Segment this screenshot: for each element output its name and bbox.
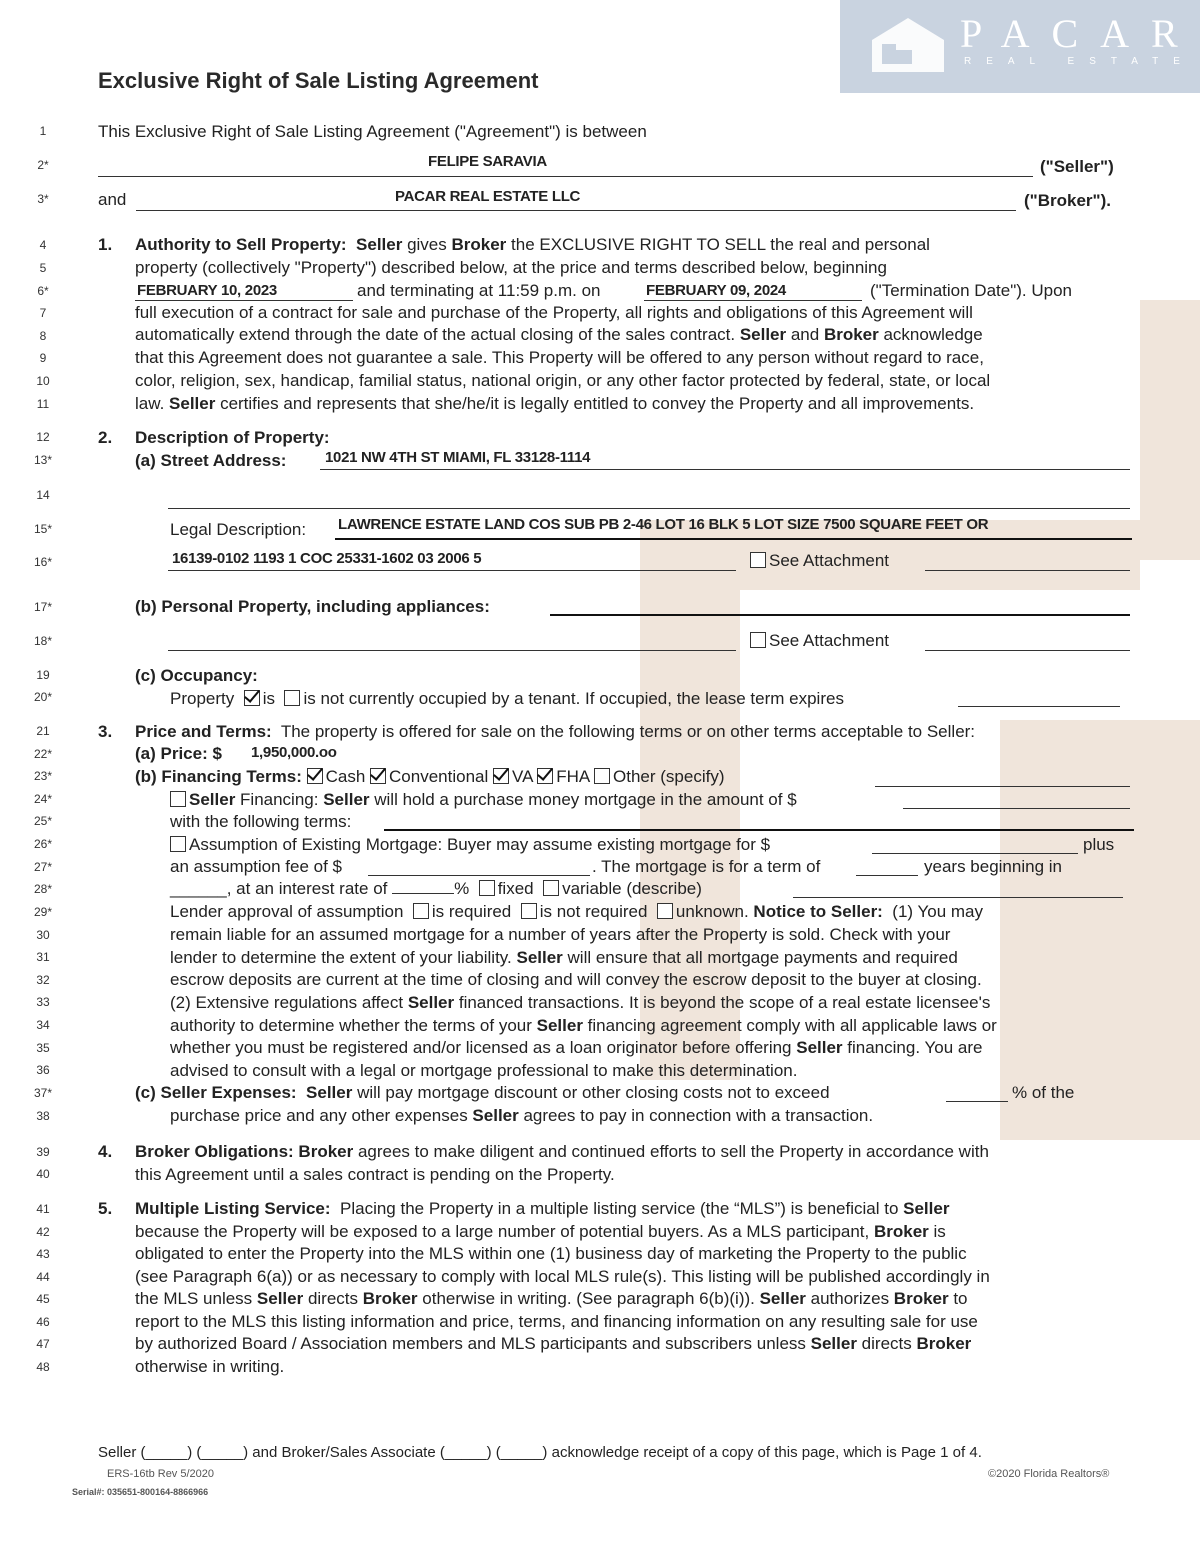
section-5-heading: Multiple Listing Service:: [135, 1199, 331, 1218]
occupied-is-checkbox[interactable]: [244, 690, 260, 706]
section-5-line-43: obligated to enter the Property into the MLS within one (1) business day of marketing the Property to the public: [135, 1244, 967, 1263]
section-1-line-4: [135, 235, 930, 255]
section-5-line-44: (see Paragraph 6(a)) or as necessary to comply with local MLS rule(s). This listing will be published accordingly in: [135, 1267, 990, 1286]
legal-description-line-2: [168, 570, 736, 571]
text-span: financed transactions. It is beyond the scope of a real estate licensee's: [454, 993, 991, 1012]
line-number: 11: [36, 397, 50, 411]
seller-expenses-pct-line[interactable]: [946, 1101, 1008, 1102]
line-number: 39: [36, 1145, 50, 1159]
line-number: 16*: [33, 555, 53, 569]
seller-name-field[interactable]: FELIPE SARAVIA: [428, 153, 547, 170]
line-number: 10: [36, 374, 50, 388]
seller-term: Seller: [759, 1289, 806, 1308]
section-3-line-34: [170, 1016, 997, 1036]
line-number: 44: [36, 1270, 50, 1284]
section-1-number: 1.: [98, 235, 113, 254]
va-checkbox[interactable]: [493, 768, 509, 784]
broker-term: Broker: [873, 1222, 929, 1241]
broker-term: Broker: [451, 235, 507, 254]
line-number: 7: [39, 306, 47, 320]
text-span: Assumption of Existing Mortgage: Buyer may assume existing mortgage for $: [189, 835, 771, 854]
line-number: 28*: [33, 882, 53, 896]
line-number: 19: [36, 668, 50, 682]
intro-text: This Exclusive Right of Sale Listing Agreement ("Agreement") is between: [98, 122, 647, 141]
checkbox-label: is required: [431, 902, 512, 921]
text-span: financing. You are: [842, 1038, 983, 1057]
text-span: the EXCLUSIVE RIGHT TO SELL the real and personal: [506, 235, 930, 254]
section-3-line-36: advised to consult with a legal or mortgage professional to make this determination.: [170, 1061, 798, 1080]
personal-property-line-2[interactable]: [168, 650, 736, 651]
section-1-line-7: full execution of a contract for sale and purchase of the Property, all rights and obligations of this Agreement will: [135, 303, 973, 322]
legal-description-label: Legal Description:: [170, 520, 307, 539]
section-3-line-38: [170, 1106, 873, 1126]
acknowledgement-line: Seller (_____) (_____) and Broker/Sales Associate (_____) (_____) acknowledge receipt of a copy of this page, which is Page 1 of 4.: [98, 1444, 982, 1461]
checkbox-label: See Attachment: [769, 551, 890, 570]
text-span: the MLS unless: [135, 1289, 257, 1308]
section-5-line-46: report to the MLS this listing information and price, terms, and financing information on any resulting sale for use: [135, 1312, 978, 1331]
section-3-line-32: escrow deposits are current at the time of closing and will convey the escrow deposit to the buyer at closing.: [170, 970, 982, 989]
line-number: 1: [39, 124, 47, 138]
section-1-line-9: that this Agreement does not guarantee a sale. This Property will be offered to any person without regard to race,: [135, 348, 984, 367]
broker-term: Broker: [823, 325, 879, 344]
section-4-line-39: [135, 1142, 989, 1162]
line-number: 14: [36, 488, 50, 502]
seller-expenses-end: % of the: [1012, 1083, 1075, 1102]
attachment-line-1: [925, 570, 1130, 571]
text-span: will pay mortgage discount or other closing costs not to exceed: [352, 1083, 830, 1102]
other-financing-line[interactable]: [875, 786, 1130, 787]
street-address-line: [320, 469, 1130, 470]
serial-number: Serial#: 035651-800164-8866966: [72, 1487, 209, 1497]
text-span: certifies and represents that she/he/it is legally entitled to convey the Property and all improvements.: [215, 394, 975, 413]
price-label: (a) Price: $: [135, 744, 222, 763]
section-1-line-10: color, religion, sex, handicap, familial status, national origin, or any other factor protected by federal, state, or local: [135, 371, 991, 390]
section-3-intro: [135, 722, 975, 742]
line-number: 18*: [33, 634, 53, 648]
line-number: 47: [36, 1337, 50, 1351]
seller-term: Seller: [472, 1106, 519, 1125]
financing-label: (b) Financing Terms:: [135, 767, 302, 786]
checkbox-icon: [750, 632, 766, 648]
section-1-line-6-end: ("Termination Date"). Upon: [870, 281, 1072, 300]
line-number: 34: [36, 1018, 50, 1032]
line-number: 13*: [33, 453, 53, 467]
section-5-line-45: [135, 1289, 968, 1309]
section-1-line-8: [135, 325, 983, 345]
line-number: 25*: [33, 814, 53, 828]
occupancy-line: [170, 689, 844, 709]
text-span: authorizes: [805, 1289, 894, 1308]
line-number: 41: [36, 1202, 50, 1216]
checkbox-label: Cash: [325, 767, 366, 786]
following-terms-label: with the following terms:: [170, 812, 352, 831]
line-number: 5: [39, 261, 47, 275]
section-5-line-42: [135, 1222, 946, 1242]
seller-term: Seller: [903, 1199, 950, 1218]
copyright: ©2020 Florida Realtors®: [988, 1468, 1110, 1480]
legal-description-line: [335, 538, 1132, 540]
section-3-line-35: [170, 1038, 982, 1058]
line-number: 15*: [33, 522, 53, 536]
attachment-line-2: [925, 650, 1130, 651]
line-number: 3*: [37, 192, 49, 206]
text-span: gives: [402, 235, 452, 254]
checkbox-label: Other (specify): [613, 767, 725, 786]
variable-checkbox[interactable]: [543, 880, 559, 896]
checkbox-label: is not required: [539, 902, 648, 921]
see-attachment-checkbox-2[interactable]: [750, 631, 889, 651]
assumption-fee-line[interactable]: [368, 875, 590, 876]
line-number: 2*: [37, 158, 49, 172]
text-span: to: [948, 1289, 968, 1308]
personal-property-label: (b) Personal Property, including appliances:: [135, 597, 490, 616]
text-span: acknowledge: [878, 325, 983, 344]
line-number: 40: [36, 1167, 50, 1181]
text-span: whether you must be registered and/or licensed as a loan originator before offering: [170, 1038, 797, 1057]
section-3-number: 3.: [98, 722, 113, 741]
line-number: 42: [36, 1225, 50, 1239]
page-title: Exclusive Right of Sale Listing Agreement: [98, 68, 539, 93]
text-span: Financing:: [235, 790, 324, 809]
occupancy-label: (c) Occupancy:: [135, 666, 258, 685]
assumption-fee-label: an assumption fee of $: [170, 857, 343, 876]
broker-name-field[interactable]: PACAR REAL ESTATE LLC: [395, 188, 581, 205]
section-5-line-48: otherwise in writing.: [135, 1357, 285, 1376]
section-3-line-30: remain liable for an assumed mortgage for a number of years after the Property is sold. Check with your: [170, 925, 951, 944]
street-address-field[interactable]: 1021 NW 4TH ST MIAMI, FL 33128-1114: [325, 449, 591, 466]
section-2-number: 2.: [98, 428, 113, 447]
street-address-label: (a) Street Address:: [135, 451, 287, 470]
text-span: authority to determine whether the terms of your: [170, 1016, 537, 1035]
approval-unknown-checkbox[interactable]: [657, 903, 673, 919]
section-2-heading: Description of Property:: [135, 428, 330, 447]
broker-role: ("Broker").: [1024, 191, 1111, 210]
fixed-checkbox[interactable]: [479, 880, 495, 896]
text-span: The property is offered for sale on the following terms or on other terms acceptable to Seller:: [280, 722, 976, 741]
text-span: because the Property will be exposed to a large number of potential buyers. As a MLS participant,: [135, 1222, 874, 1241]
text-span: automatically extend through the date of the actual closing of the sales contract.: [135, 325, 740, 344]
fha-checkbox[interactable]: [537, 768, 553, 784]
section-5-number: 5.: [98, 1199, 113, 1218]
text-span: lender to determine the extent of your liability.: [170, 948, 517, 967]
line-number: 8: [39, 329, 47, 343]
line-number: 37*: [33, 1086, 53, 1100]
text-span: agrees to pay in connection with a transaction.: [518, 1106, 874, 1125]
cash-checkbox[interactable]: [307, 768, 323, 784]
watermark-shape-4: [1140, 300, 1200, 560]
text-span: agrees to make diligent and continued efforts to sell the Property in accordance with: [353, 1142, 989, 1161]
financing-terms-line: [135, 767, 725, 787]
text-span: financing agreement comply with all applicable laws or: [582, 1016, 997, 1035]
section-3-heading: Price and Terms:: [135, 722, 272, 741]
seller-financing-line: [170, 790, 797, 810]
form-id: ERS-16tb Rev 5/2020: [107, 1468, 215, 1480]
section-3-line-31: [170, 948, 958, 968]
seller-financing-amount-line[interactable]: [903, 808, 1130, 809]
logo-subtitle: REAL ESTATE: [964, 56, 1195, 67]
checkbox-icon: [750, 552, 766, 568]
company-logo: [840, 0, 1200, 93]
text-span: will hold a purchase money mortgage in the amount of $: [369, 790, 797, 809]
seller-term: Seller: [169, 394, 216, 413]
checkbox-label: is not currently occupied by a tenant. If occupied, the lease term expires: [303, 689, 844, 708]
assumption-amount-line[interactable]: [872, 853, 1078, 854]
end-date-field[interactable]: FEBRUARY 09, 2024: [646, 282, 786, 299]
text-span: (2) Extensive regulations affect: [170, 993, 408, 1012]
following-terms-line[interactable]: [384, 829, 1134, 831]
interest-rate-field[interactable]: [392, 893, 454, 894]
checkbox-label: VA: [512, 767, 533, 786]
seller-term: Seller: [407, 993, 455, 1012]
conventional-checkbox[interactable]: [370, 768, 386, 784]
line-number: 38: [36, 1109, 50, 1123]
line-number: 20*: [33, 690, 53, 704]
seller-term: Seller: [810, 1334, 857, 1353]
assumption-line: [170, 835, 770, 855]
line-number: 30: [36, 928, 50, 942]
mortgage-term-line[interactable]: [856, 875, 918, 876]
section-1-line-5: property (collectively "Property") described below, at the price and terms described below, beginning: [135, 258, 887, 277]
line-number: 26*: [33, 837, 53, 851]
text-span: purchase price and any other expenses: [170, 1106, 473, 1125]
watermark-shape-3: [1000, 720, 1200, 1140]
logo-name: PACAR: [960, 11, 1200, 56]
interest-rate-line: [170, 879, 702, 899]
line-number: 48: [36, 1360, 50, 1374]
personal-property-line[interactable]: [550, 614, 1130, 616]
checkbox-label: FHA: [556, 767, 590, 786]
line-number: 29*: [33, 905, 53, 919]
section-1-line-11: [135, 394, 974, 414]
broker-term: Broker: [298, 1142, 354, 1161]
price-field[interactable]: 1,950,000.oo: [251, 744, 337, 761]
section-3-line-33: [170, 993, 990, 1013]
checkbox-label: is: [262, 689, 275, 708]
line-number: 31: [36, 950, 50, 964]
broker-term: Broker: [362, 1289, 418, 1308]
checkbox-label: unknown.: [675, 902, 749, 921]
seller-term: Seller: [516, 948, 563, 967]
line-number: 22*: [33, 747, 53, 761]
section-5-line-47: [135, 1334, 971, 1354]
text-span: (1) You may: [892, 902, 984, 921]
text-span: Placing the Property in a multiple listing service (the “MLS”) is beneficial to: [340, 1199, 904, 1218]
text-span: directs: [856, 1334, 917, 1353]
seller-term: Seller: [536, 1016, 583, 1035]
checkbox-label: fixed: [497, 879, 534, 898]
section-1-line-6-mid: and terminating at 11:59 p.m. on: [357, 281, 601, 300]
years-beginning-label: years beginning in: [924, 857, 1062, 876]
text-span: otherwise in writing. (See paragraph 6(b)(i)).: [417, 1289, 760, 1308]
notice-heading: Notice to Seller:: [753, 902, 883, 921]
section-5-line-41: [135, 1199, 949, 1219]
line-number: 45: [36, 1292, 50, 1306]
line-number: 4: [39, 238, 47, 252]
text-span: and: [786, 325, 824, 344]
legal-description-field-1[interactable]: LAWRENCE ESTATE LAND COS SUB PB 2-46 LOT 16 BLK 5 LOT SIZE 7500 SQUARE FEET OR: [338, 516, 989, 533]
lender-approval-line: [170, 902, 983, 922]
seller-term: Seller: [256, 1289, 304, 1308]
line-number: 23*: [33, 769, 53, 783]
line-number: 9: [39, 351, 47, 365]
section-1-heading: Authority to Sell Property:: [135, 235, 347, 254]
line-number: 6*: [37, 284, 49, 298]
seller-role: ("Seller"): [1040, 157, 1114, 176]
text-span: will ensure that all mortgage payments and required: [562, 948, 958, 967]
occupancy-prefix: Property: [170, 689, 235, 708]
section-4-line-40: this Agreement until a sales contract is pending on the Property.: [135, 1165, 615, 1184]
line-number: 43: [36, 1247, 50, 1261]
seller-expenses-label: (c) Seller Expenses:: [135, 1083, 297, 1102]
seller-name-line: [98, 176, 1033, 177]
street-address-line-2: [168, 508, 1130, 509]
approval-required-checkbox[interactable]: [413, 903, 429, 919]
text-span: directs: [303, 1289, 363, 1308]
line-number: 32: [36, 973, 50, 987]
checkbox-label: See Attachment: [769, 631, 890, 650]
seller-term: Seller: [189, 790, 236, 809]
text-span: is: [928, 1222, 946, 1241]
line-number: 17*: [33, 600, 53, 614]
checkbox-label: variable (describe): [562, 879, 702, 898]
line-number: 35: [36, 1041, 50, 1055]
lease-expires-line[interactable]: [958, 706, 1120, 707]
line-number: 46: [36, 1315, 50, 1329]
seller-expenses-line: [135, 1083, 830, 1103]
line-number: 12: [36, 430, 50, 444]
other-financing-checkbox[interactable]: [594, 768, 610, 784]
broker-term: Broker: [893, 1289, 949, 1308]
line-number: 36: [36, 1063, 50, 1077]
text-span: %: [454, 879, 470, 898]
seller-term: Seller: [306, 1083, 353, 1102]
seller-financing-checkbox[interactable]: [170, 791, 186, 807]
section-4-number: 4.: [98, 1142, 113, 1161]
plus-label: plus: [1083, 835, 1115, 854]
house-logo-icon: [868, 14, 948, 76]
start-date-field[interactable]: FEBRUARY 10, 2023: [137, 282, 277, 299]
seller-term: Seller: [356, 235, 403, 254]
see-attachment-checkbox-1[interactable]: [750, 551, 889, 571]
variable-describe-line[interactable]: [793, 897, 1123, 898]
legal-description-field-2[interactable]: 16139-0102 1193 1 COC 25331-1602 03 2006 5: [172, 550, 482, 567]
checkbox-label: Conventional: [389, 767, 489, 786]
line-number: 21: [36, 724, 50, 738]
section-4-heading: Broker Obligations:: [135, 1142, 294, 1161]
line-number: 24*: [33, 792, 53, 806]
broker-name-line: [136, 210, 1016, 211]
occupied-is-not-checkbox[interactable]: [284, 690, 300, 706]
line-number: 27*: [33, 860, 53, 874]
seller-term: Seller: [739, 325, 787, 344]
text-span: Lender approval of assumption: [170, 902, 404, 921]
and-label: and: [98, 190, 127, 209]
line-number: 33: [36, 995, 50, 1009]
broker-term: Broker: [916, 1334, 972, 1353]
mortgage-term-label: . The mortgage is for a term of: [592, 857, 821, 876]
text-span: by authorized Board / Association members and MLS participants and subscribers unless: [135, 1334, 811, 1353]
text-span: law.: [135, 394, 170, 413]
seller-term: Seller: [796, 1038, 843, 1057]
seller-term: Seller: [323, 790, 370, 809]
approval-not-required-checkbox[interactable]: [521, 903, 537, 919]
text-span: ______, at an interest rate of: [170, 879, 388, 898]
assumption-checkbox[interactable]: [170, 836, 186, 852]
